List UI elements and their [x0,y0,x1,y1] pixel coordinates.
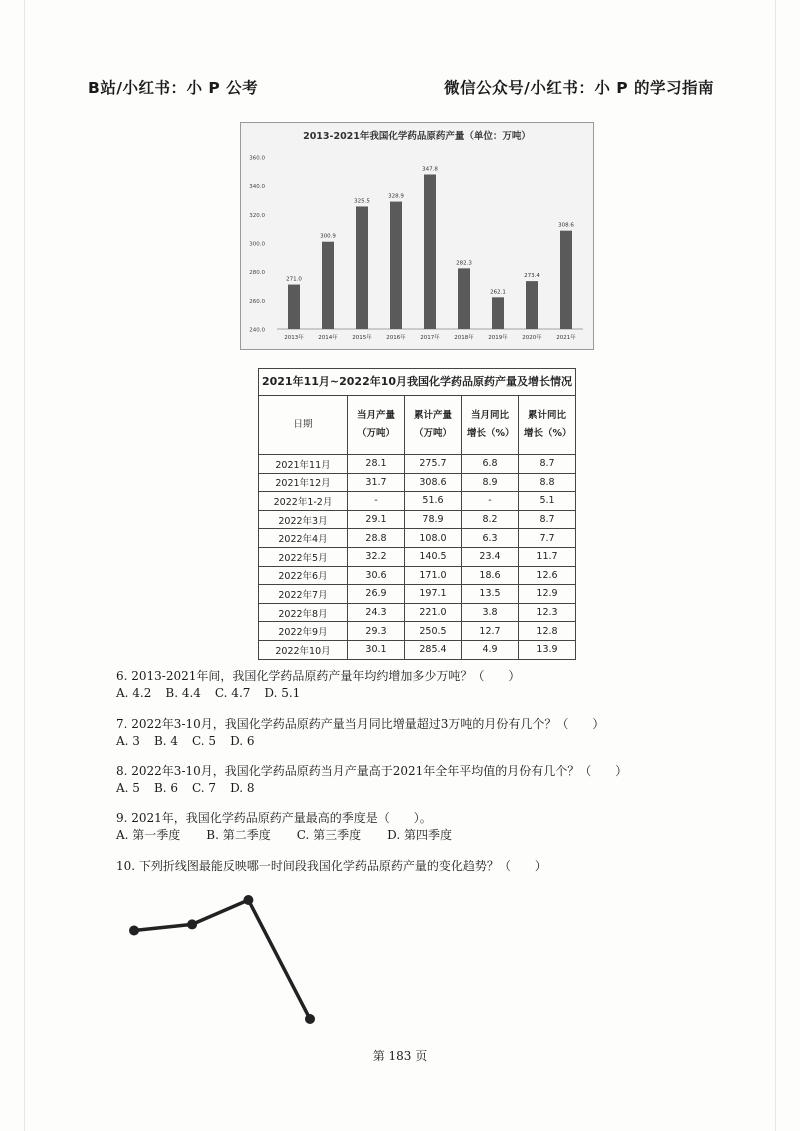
x-tick-label: 2017年 [420,335,440,341]
table-cell: 8.7 [519,455,576,474]
table-cell: 140.5 [405,547,462,566]
header-left: B站/小红书：小 P 公考 [88,79,259,97]
bar [322,242,334,329]
x-tick-label: 2018年 [454,335,474,341]
bar [424,174,436,329]
table-cell: 4.9 [462,640,519,659]
scan-edge-right [775,0,776,1131]
table-cell: 2022年8月 [259,603,348,622]
question-8-option-d[interactable]: D. 8 [230,781,255,795]
table-row [259,640,576,659]
table-cell: 24.3 [348,603,405,622]
table-cell: 2022年3月 [259,510,348,529]
table-cell: 28.8 [348,529,405,548]
table-header-row [259,396,576,455]
x-tick-label: 2015年 [352,335,372,341]
page-number: 第 183 页 [372,1049,428,1063]
trend-line [134,900,310,1019]
question-9 [116,810,478,844]
x-tick-label: 2019年 [488,335,508,341]
y-tick-label: 300.0 [249,241,265,248]
bar [356,206,368,329]
table-header-cumulative [405,396,462,455]
question-9-option-d[interactable]: D. 第四季度 [387,828,452,842]
question-6 [116,668,520,702]
question-7-option-a[interactable]: A. 3 [116,734,140,748]
table-cell: 8.8 [519,473,576,492]
question-8-option-a[interactable]: A. 5 [116,781,140,795]
table-cell: 2022年10月 [259,640,348,659]
x-tick-label: 2016年 [386,335,406,341]
question-8 [116,763,627,797]
y-tick-label: 240.0 [249,327,265,334]
table-cell: 2022年6月 [259,566,348,585]
table-cell: - [462,492,519,511]
bar [492,297,504,329]
data-table-wrapper [258,368,576,660]
bar [390,202,402,329]
data-table [258,368,576,660]
question-6-options [116,685,520,702]
question-9-option-c[interactable]: C. 第三季度 [296,828,362,842]
header-right: 微信公众号/小红书：小 P 的学习指南 [444,79,714,97]
table-cell: 8.9 [462,473,519,492]
table-cell: 8.7 [519,510,576,529]
table-header-monthly-label: 当月产量（万吨） [356,410,395,439]
trend-point [243,895,253,905]
table-cell: 26.9 [348,585,405,604]
question-7-option-b[interactable]: B. 4 [153,734,179,748]
table-row [259,622,576,641]
table-cell: 29.3 [348,622,405,641]
trend-line-chart [120,888,330,1037]
bar [288,285,300,329]
bar-value-label: 282.3 [456,260,472,267]
table-cell: 18.6 [462,566,519,585]
table-cell: 28.1 [348,455,405,474]
question-6-option-a[interactable]: A. 4.2 [116,686,152,700]
table-cell: 6.3 [462,529,519,548]
table-cell: 6.8 [462,455,519,474]
bar-value-label: 300.9 [320,233,336,240]
question-10-text: 10. 下列折线图最能反映哪一时间段我国化学药品原药产量的变化趋势？（ ） [116,859,547,873]
table-cell: 2022年5月 [259,547,348,566]
bar [560,231,572,329]
table-row [259,510,576,529]
table-cell: 29.1 [348,510,405,529]
trend-point [129,926,139,936]
table-row [259,547,576,566]
y-tick-label: 340.0 [249,184,265,191]
question-8-options [116,780,627,797]
table-cell: 23.4 [462,547,519,566]
table-row [259,585,576,604]
y-tick-label: 360.0 [249,155,265,162]
table-cell: 2021年12月 [259,473,348,492]
question-9-option-b[interactable]: B. 第二季度 [206,828,271,842]
bar-chart-svg [241,123,593,349]
table-cell: 13.5 [462,585,519,604]
question-9-option-a[interactable]: A. 第一季度 [116,828,181,842]
table-cell: 108.0 [405,529,462,548]
table-header-date: 日期 [259,396,348,455]
question-9-options [116,827,478,844]
table-header-monthly [348,396,405,455]
table-cell: 5.1 [519,492,576,511]
table-cell: 30.1 [348,640,405,659]
bar-value-label: 347.8 [422,166,438,173]
table-row [259,566,576,585]
table-cell: 3.8 [462,603,519,622]
table-cell: 31.7 [348,473,405,492]
table-cell: 221.0 [405,603,462,622]
question-10 [116,858,547,875]
bar-value-label: 328.9 [388,193,404,200]
x-tick-label: 2020年 [522,335,542,341]
bar-value-label: 308.6 [558,222,574,229]
table-row [259,529,576,548]
table-cell: 2022年9月 [259,622,348,641]
table-cell: 171.0 [405,566,462,585]
table-cell: 2021年11月 [259,455,348,474]
bar-value-label: 262.1 [490,289,506,296]
question-6-option-d[interactable]: D. 5.1 [264,686,301,700]
bar-value-label: 325.5 [354,198,370,205]
question-7 [116,716,604,750]
table-header-cumulative-growth-label: 累计同比增长（%） [524,410,572,439]
table-header-monthly-growth-label: 当月同比增长（%） [467,410,515,439]
table-cell: 7.7 [519,529,576,548]
bar-chart-title: 2013-2021年我国化学药品原药产量（单位：万吨） [303,131,531,142]
trend-point [187,919,197,929]
table-row [259,473,576,492]
bar [458,268,470,329]
y-tick-label: 260.0 [249,298,265,305]
table-cell: 12.7 [462,622,519,641]
x-tick-label: 2013年 [284,335,304,341]
table-cell: 12.8 [519,622,576,641]
table-header-monthly-growth [462,396,519,455]
x-tick-label: 2021年 [556,335,576,341]
question-6-text: 6. 2013-2021年间，我国化学药品原药产量年均约增加多少万吨？（ ） [116,669,521,683]
table-cell: 32.2 [348,547,405,566]
question-7-option-d[interactable]: D. 6 [230,734,255,748]
table-cell: 197.1 [405,585,462,604]
y-tick-label: 280.0 [249,270,265,277]
table-cell: 12.3 [519,603,576,622]
table-header-cumulative-growth [519,396,576,455]
table-row [259,492,576,511]
table-cell: 2022年7月 [259,585,348,604]
question-6-option-b[interactable]: B. 4.4 [165,686,201,700]
question-7-options [116,733,604,750]
bar [526,281,538,329]
table-cell: 250.5 [405,622,462,641]
table-cell: 11.7 [519,547,576,566]
table-cell: 275.7 [405,455,462,474]
table-row [259,603,576,622]
table-cell: 12.9 [519,585,576,604]
bar-value-label: 273.4 [524,273,540,280]
table-cell: 2022年4月 [259,529,348,548]
question-8-option-c[interactable]: C. 7 [192,781,217,795]
scan-edge-left [24,0,25,1131]
question-9-text: 9. 2021年，我国化学药品原药产量最高的季度是（ ）。 [116,811,432,825]
table-cell: 78.9 [405,510,462,529]
bar-chart [240,122,594,350]
table-header-cumulative-label: 累计产量（万吨） [413,410,452,439]
table-cell: 13.9 [519,640,576,659]
trend-line-chart-svg [120,888,330,1033]
x-tick-label: 2014年 [318,335,338,341]
question-7-option-c[interactable]: C. 5 [192,734,217,748]
table-row [259,455,576,474]
table-cell: - [348,492,405,511]
question-8-option-b[interactable]: B. 6 [153,781,179,795]
table-cell: 8.2 [462,510,519,529]
table-cell: 2022年1-2月 [259,492,348,511]
table-cell: 30.6 [348,566,405,585]
table-cell: 308.6 [405,473,462,492]
question-8-text: 8. 2022年3-10月，我国化学药品原药当月产量高于2021年全年平均值的月份有几个？（ ） [116,764,628,778]
table-cell: 51.6 [405,492,462,511]
trend-point [305,1014,315,1024]
table-cell: 12.6 [519,566,576,585]
question-7-text: 7. 2022年3-10月，我国化学药品原药产量当月同比增量超过3万吨的月份有几个？（ ） [116,717,605,731]
bar-value-label: 271.0 [286,276,302,283]
question-6-option-c[interactable]: C. 4.7 [214,686,251,700]
table-title: 2021年11月~2022年10月我国化学药品原药产量及增长情况 [258,368,576,395]
table-cell: 285.4 [405,640,462,659]
y-tick-label: 320.0 [249,212,265,219]
